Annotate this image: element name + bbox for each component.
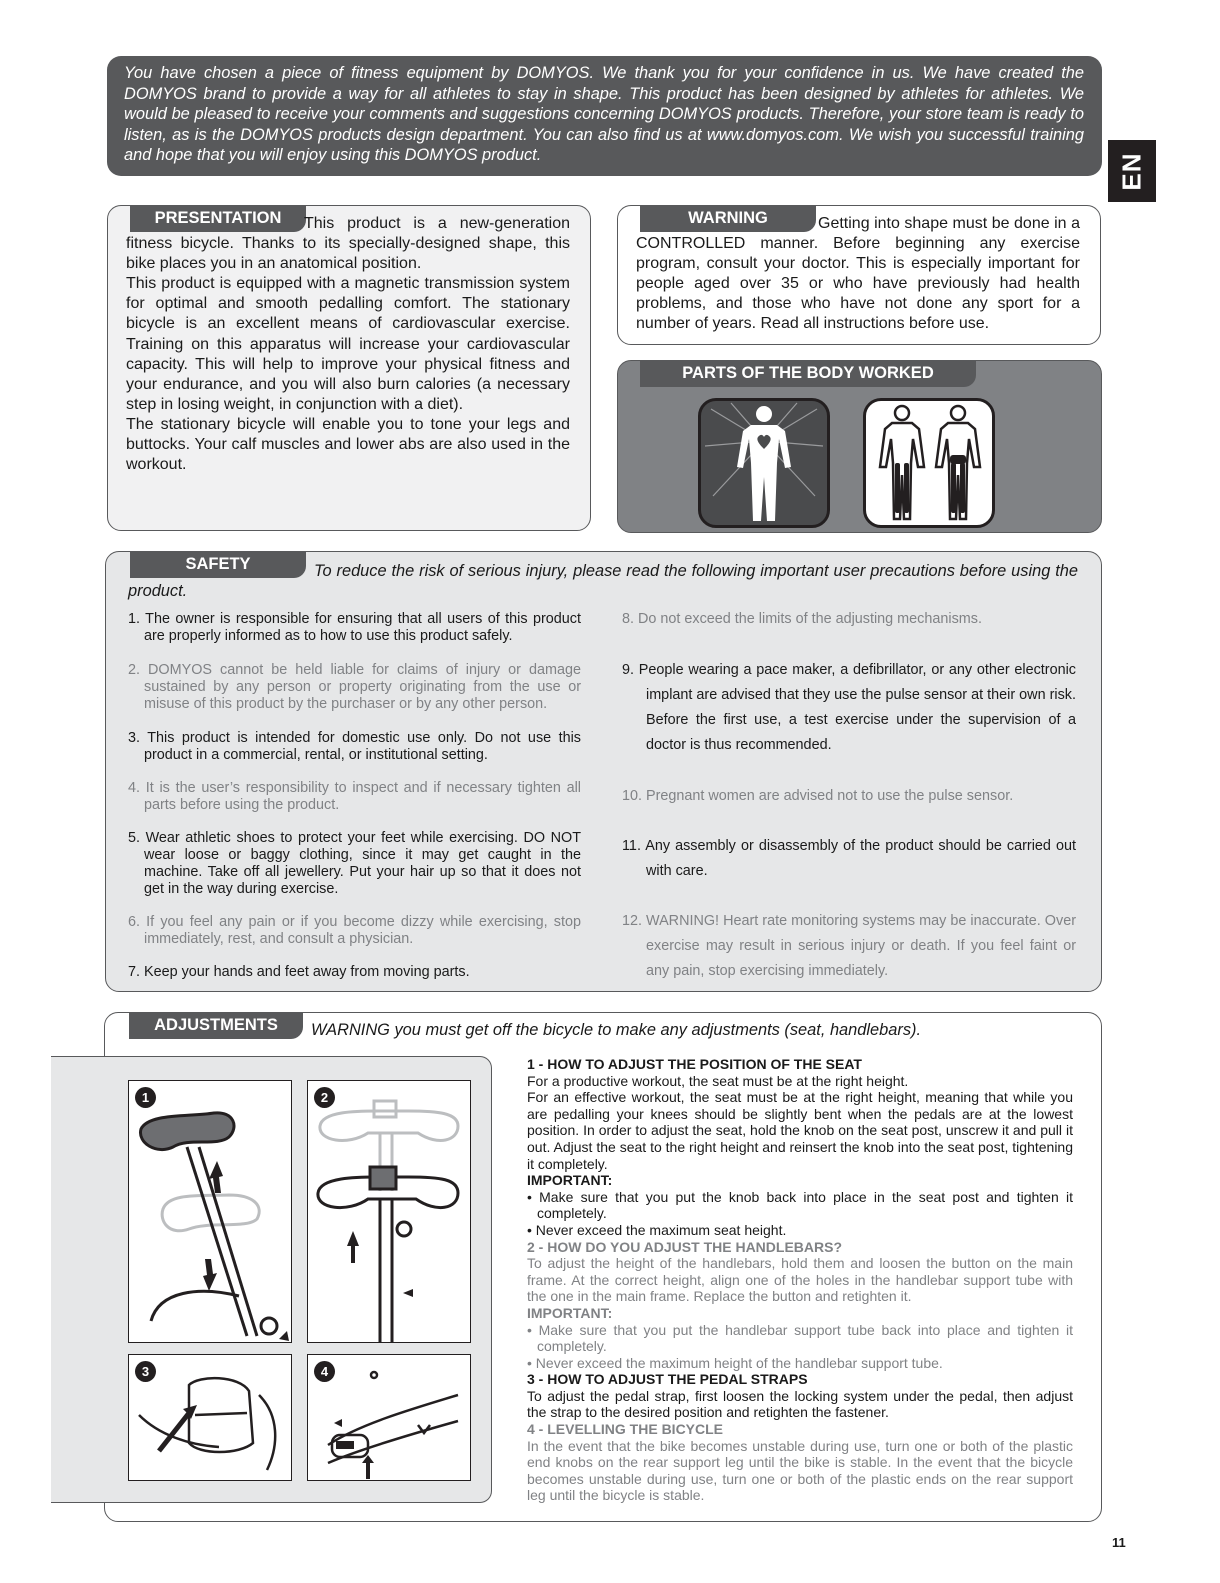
safety-item: 7. Keep your hands and feet away from moving parts. <box>128 964 470 980</box>
safety-section <box>105 551 1102 992</box>
safety-title: SAFETY <box>130 551 306 578</box>
adjustments-warning: WARNING you must get off the bicycle to make any adjustments (seat, handlebars). <box>311 1021 922 1039</box>
parts-worked-title: PARTS OF THE BODY WORKED <box>640 360 976 387</box>
safety-item: 10. Pregnant women are advised not to use the pulse sensor. <box>622 788 1014 804</box>
figure-number: 1 <box>135 1087 156 1108</box>
instruction-paragraph: For a productive workout, the seat must be at the right height. <box>527 1072 909 1089</box>
cardio-heart-icon <box>698 398 830 528</box>
warning-section <box>617 205 1101 345</box>
instruction-bullet: • Make sure that you put the handlebar support tube back into place and tighten it completely. <box>527 1321 1073 1355</box>
safety-item: 6. If you feel any pain or if you become dizzy while exercising, stop immediately, rest, and consult a physician. <box>128 914 581 947</box>
important-label: IMPORTANT: <box>527 1172 613 1189</box>
muscle-groups-icon <box>863 398 995 528</box>
safety-intro: To reduce the risk of serious injury, please read the following important user precautions before using the product. <box>128 562 1078 600</box>
figure-number: 4 <box>314 1361 335 1382</box>
safety-item: 11. Any assembly or disassembly of the product should be carried out with care. <box>622 838 1076 879</box>
figure-pedal-strap <box>128 1354 292 1481</box>
adjustments-instructions <box>527 1056 1073 1504</box>
safety-item: 8. Do not exceed the limits of the adjusting mechanisms. <box>622 611 982 627</box>
figure-seat <box>128 1080 292 1343</box>
instruction-bullet: • Never exceed the maximum seat height. <box>527 1221 787 1238</box>
intro-banner: You have chosen a piece of fitness equipment by DOMYOS. We thank you for your confidence in us. We have created the DOMYOS brand to provide a way for all athletes to stay in shape. This product has been designed by athletes for athletes. We would be pleased to receive your comments and suggestions concerning DOMYOS products. Therefore, your store team is ready to listen, as is the DOMYOS products design department. You can also find us at www.domyos.com. We wish you successful training and hope that you will enjoy using this DOMYOS product. <box>107 56 1102 176</box>
figure-number: 2 <box>314 1087 335 1108</box>
adjustments-title: ADJUSTMENTS <box>129 1012 303 1039</box>
instruction-paragraph: To adjust the height of the handlebars, hold them and loosen the button on the main frame. At the correct height, align one of the holes in the handlebar support tube with the one in the main frame. Replace the button and retighten it. <box>527 1255 1073 1305</box>
important-label: IMPORTANT: <box>527 1304 613 1321</box>
presentation-paragraph: The stationary bicycle will enable you to tone your legs and buttocks. Your calf muscles and lower abs are also used in the workout. <box>126 415 570 474</box>
instruction-bullet: • Never exceed the maximum height of the handlebar support tube. <box>527 1354 943 1371</box>
presentation-title: PRESENTATION <box>130 205 306 232</box>
figure-levelling <box>307 1354 471 1481</box>
instruction-bullet: • Make sure that you put the knob back into place in the seat post and tighten it completely. <box>527 1188 1073 1222</box>
warning-text: Getting into shape must be done in a CONTROLLED manner. Before beginning any exercise program, consult your doctor. This is especially important for people aged over 35 or who have previously had health problems, and those who have not done any sport for a number of years. Read all instructions before use. <box>636 215 1080 333</box>
safety-item: 12. WARNING! Heart rate monitoring systems may be inaccurate. Over exercise may result in serious injury or death. If you feel faint or any pain, stop exercising immediately. <box>622 913 1076 979</box>
safety-item: 2. DOMYOS cannot be held liable for claims of injury or damage sustained by any person or property originating from the use or misuse of this product by the purchaser or by any other person. <box>128 662 581 712</box>
instruction-heading: 2 - HOW DO YOU ADJUST THE HANDLEBARS? <box>527 1238 843 1255</box>
page-number: 11 <box>1112 1535 1126 1550</box>
instruction-paragraph: For an effective workout, the seat must be at the right height, meaning that while you are pedalling your knees should be slightly bent when the pedals are at the lowest position. In order to adjust the seat, hold the knob on the seat post, unscrew it and pull it out. Adjust the seat to the right height and reinsert the knob into the seat post, tightening it completely. <box>527 1089 1073 1172</box>
figure-handlebars <box>307 1080 471 1343</box>
instruction-heading: 3 - HOW TO ADJUST THE PEDAL STRAPS <box>527 1371 808 1388</box>
figure-panel <box>51 1056 492 1503</box>
instruction-paragraph: In the event that the bike becomes unstable during use, turn one or both of the plastic end knobs on the rear support leg until the bike is stable. In the event that the bicycle becomes unstable during use, turn one or both of the plastic ends on the rear support leg until the bicycle is stable. <box>527 1437 1073 1504</box>
instruction-heading: 1 - HOW TO ADJUST THE POSITION OF THE SEAT <box>527 1056 862 1072</box>
instruction-heading: 4 - LEVELLING THE BICYCLE <box>527 1421 724 1438</box>
safety-item: 9. People wearing a pace maker, a defibrillator, or any other electronic implant are advised that they use the pulse sensor at their own risk. Before the first use, a test exercise under the supervision of a doctor is thus recommended. <box>622 662 1076 753</box>
figure-number: 3 <box>135 1361 156 1382</box>
safety-item: 5. Wear athletic shoes to protect your feet while exercising. DO NOT wear loose or baggy clothing, since it may get caught in the machine. Take off all jewellery. Put your hair up so that it does not get in the way during exercise. <box>128 830 581 897</box>
safety-item: 4. It is the user’s responsibility to inspect and if necessary tighten all parts before using the product. <box>128 780 581 813</box>
safety-item: 1. The owner is responsible for ensuring that all users of this product are properly informed as to how to use this product safely. <box>128 611 581 644</box>
parts-worked-section <box>617 360 1102 533</box>
presentation-paragraph: This product is equipped with a magnetic transmission system for optimal and smooth pedalling comfort. The stationary bicycle is an excellent means of cardiovascular exercise. Training on this apparatus will increase your cardiovascular capacity. This will help to improve your physical fitness and your endurance, and you will also burn calories (a necessary step in losing weight, in conjunction with a diet). <box>126 275 570 413</box>
safety-item: 3. This product is intended for domestic use only. Do not use this product in a commercial, rental, or institutional setting. <box>128 730 581 763</box>
instruction-paragraph: To adjust the pedal strap, first loosen the locking system under the pedal, then adjust the strap to the desired position and retighten the fastener. <box>527 1387 1073 1421</box>
presentation-text <box>126 214 570 475</box>
warning-title: WARNING <box>640 205 816 232</box>
presentation-section <box>107 205 591 531</box>
presentation-paragraph: This product is a new-generation fitness bicycle. Thanks to its specially-designed shape, this bike places you in an anatomical position. <box>126 215 570 273</box>
language-tab: EN <box>1108 140 1156 202</box>
